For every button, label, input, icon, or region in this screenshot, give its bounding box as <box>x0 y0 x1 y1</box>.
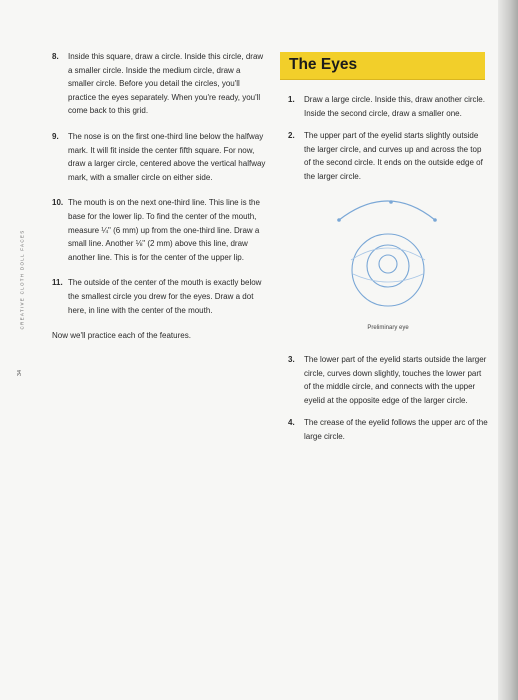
step-8 <box>52 50 267 118</box>
side-running-title-text: CREATIVE CLOTH DOLL FACES <box>19 229 25 330</box>
step-number: 1. <box>288 95 295 104</box>
step-text: The crease of the eyelid follows the upper arc of the large circle. <box>304 418 488 441</box>
step-number: 11. <box>52 278 63 288</box>
step-number: 9. <box>52 131 59 141</box>
step-text: The upper part of the eyelid starts slightly outside the larger circle, and curves up and across the top of the second circle. It ends on the outside edge of the larger circle. <box>304 131 483 181</box>
arc-endpoint-top <box>389 200 393 204</box>
eyelid-arc <box>339 201 435 220</box>
step-10 <box>52 196 267 264</box>
step-text: Inside this square, draw a circle. Inside this circle, draw a smaller circle. Inside the medium circle, draw a smaller circle. Before you detail the circles, you'll practice the eyes separately. When you're ready, you'll come back to this grid. <box>68 52 264 116</box>
section-title: The Eyes <box>289 56 358 73</box>
closing-sentence: Now we'll practice each of the features. <box>52 331 191 341</box>
step-text: Draw a large circle. Inside this, draw another circle. Inside the second circle, draw a smaller one. <box>304 95 485 118</box>
step-text: The nose is on the first one-third line below the halfway mark. It will fit inside the center fifth square. For now, draw a larger circle, centered above the vertical halfway mark, with a smaller circle on either side. <box>68 131 266 182</box>
small-eye-circle <box>379 255 397 273</box>
eyelid-sketch <box>351 248 425 282</box>
figure-caption: Preliminary eye <box>367 325 409 331</box>
side-running-title <box>14 215 28 355</box>
page-edge-shadow <box>498 0 518 700</box>
step-9 <box>52 130 267 184</box>
step-number: 3. <box>288 355 295 364</box>
right-column-bottom <box>288 353 488 453</box>
step-number: 8. <box>52 52 59 61</box>
arc-endpoint-left <box>337 218 341 222</box>
left-column <box>52 50 267 342</box>
step-text: The mouth is on the next one-third line. This line is the base for the lower lip. To find the center of the mouth, measure ¼" (6 mm) up from the one-third line. Draw a small line. Another ⅛" (2 mm) above this line, draw another line. This is for the center of the upper lip. <box>68 198 260 262</box>
step-text: The outside of the center of the mouth is exactly below the smallest circle you drew for the eyes. Draw a dot here, in line with the center of the mouth. <box>68 278 262 315</box>
section-header <box>280 52 485 80</box>
right-column-top <box>288 93 488 193</box>
eye-step-4 <box>288 416 488 443</box>
step-11 <box>52 276 267 317</box>
step-number: 2. <box>288 131 295 141</box>
step-text: The lower part of the eyelid starts outside the larger circle, curves down slightly, touches the lower part of the middle circle, and connects with the upper eyelid at the opposite edge of the larger circle. <box>304 355 487 405</box>
eye-step-1 <box>288 93 488 120</box>
arc-endpoint-right <box>433 218 437 222</box>
preliminary-eye-diagram <box>333 190 443 315</box>
page-number: 34 <box>17 369 24 377</box>
step-number: 4. <box>288 418 295 428</box>
step-number: 10. <box>52 198 64 208</box>
eye-step-3 <box>288 353 488 407</box>
eye-step-2 <box>288 129 488 183</box>
